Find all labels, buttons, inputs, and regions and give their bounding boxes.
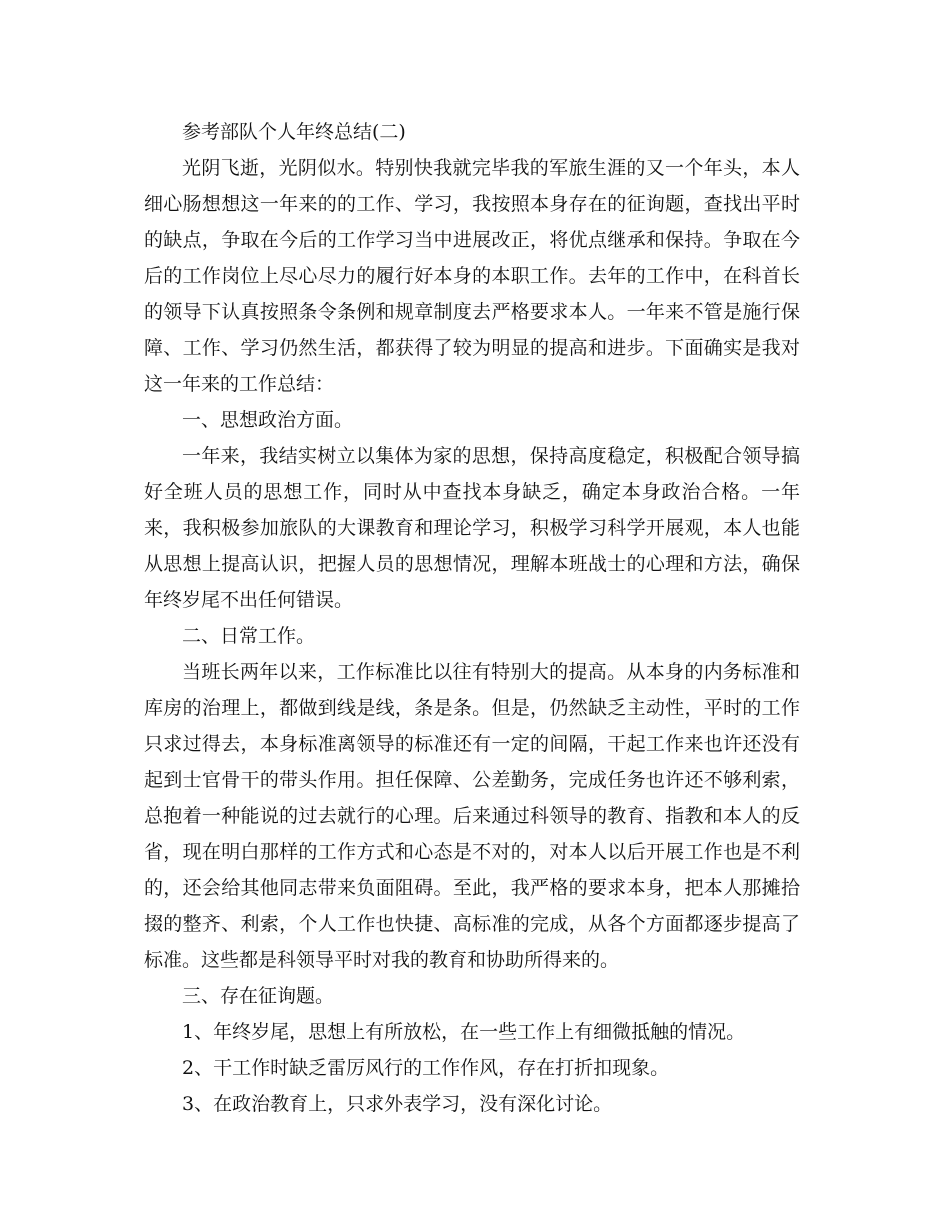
document-title: 参考部队个人年终总结(二) — [182, 121, 406, 143]
paragraph-political: 一年来，我结实树立以集体为家的思想，保持高度稳定，积极配合领导搞好全班人员的思想工作，同时从中查找本身缺乏，确定本身政治合格。一年来，我积极参加旅队的大课教育和理论学习，积极学习科学开展观，本人也能从思想上提高认识，把握人员的思想情况，理解本班战士的心理和方法，确保年终岁尾不出任何错误。 — [144, 445, 800, 611]
section-heading-daily-work: 二、日常工作。 — [182, 625, 316, 647]
list-item-problem-3: 3、在政治教育上，只求外表学习，没有深化讨论。 — [182, 1093, 613, 1115]
section-heading-political: 一、思想政治方面。 — [182, 409, 354, 431]
paragraph-intro: 光阴飞逝，光阴似水。特别快我就完毕我的军旅生涯的又一个年头，本人细心肠想想这一年来的的工作、学习，我按照本身存在的征询题，查找出平时的缺点，争取在今后的工作学习当中进展改正，将优点继承和保持。争取在今后的工作岗位上尽心尽力的履行好本身的本职工作。去年的工作中，在科首长的领导下认真按照条令条例和规章制度去严格要求本人。一年来不管是施行保障、工作、学习仍然生活，都获得了较为明显的提高和进步。下面确实是我对这一年来的工作总结： — [144, 157, 800, 395]
list-item-problem-2: 2、干工作时缺乏雷厉风行的工作作风，存在打折扣现象。 — [182, 1057, 670, 1079]
section-heading-problems: 三、存在征询题。 — [182, 985, 335, 1007]
list-item-problem-1: 1、年终岁尾，思想上有所放松，在一些工作上有细微抵触的情况。 — [182, 1021, 746, 1043]
paragraph-daily-work: 当班长两年以来，工作标准比以往有特别大的提高。从本身的内务标准和库房的治理上，都做到线是线，条是条。但是，仍然缺乏主动性，平时的工作只求过得去，本身标准离领导的标准还有一定的间隔，干起工作来也许还没有起到士官骨干的带头作用。担任保障、公差勤务，完成任务也许还不够利索，总抱着一种能说的过去就行的心理。后来通过科领导的教育、指教和本人的反省，现在明白那样的工作方式和心态是不对的，对本人以后开展工作也是不利的，还会给其他同志带来负面阻碍。至此，我严格的要求本身，把本人那摊拾掇的整齐、利索，个人工作也快捷、高标准的完成，从各个方面都逐步提高了标准。这些都是科领导平时对我的教育和协助所得来的。 — [144, 661, 800, 971]
document-body — [144, 114, 800, 1122]
